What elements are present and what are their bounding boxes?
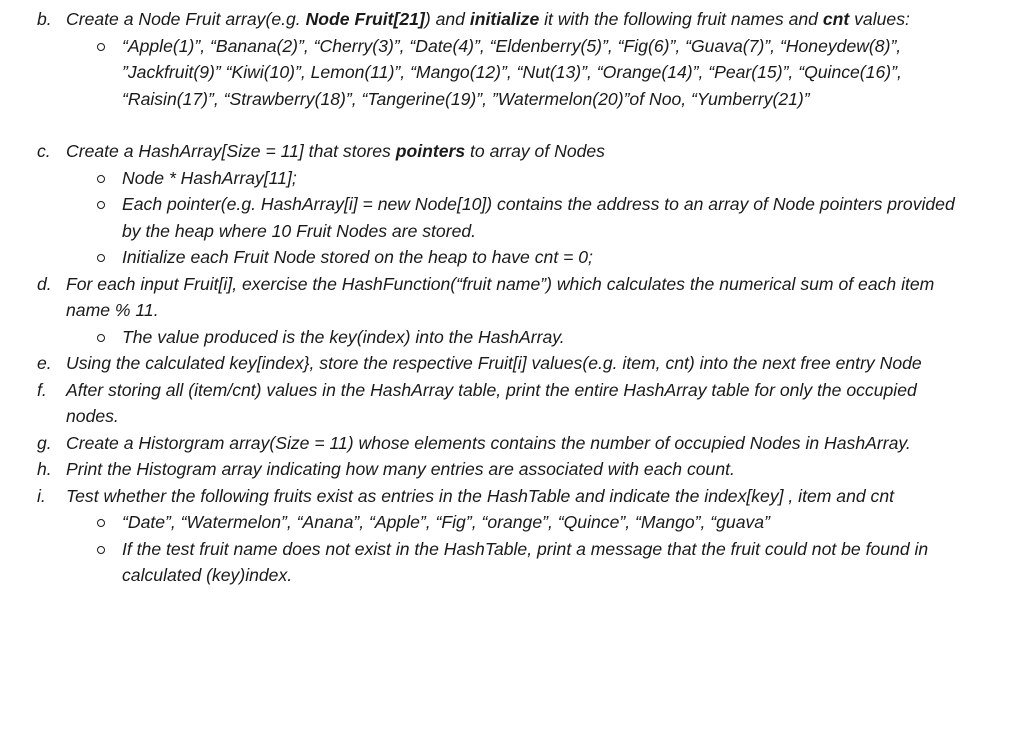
sub-list-b	[0, 33, 1024, 113]
item-g-text: Create a Historgram array(Size = 11) whose elements contains the number of occupied Nodes in HashArray.	[66, 432, 911, 453]
item-c-text-1: Create a HashArray[Size = 11] that stores	[66, 141, 396, 161]
item-b-text-3: it with the following fruit names and	[539, 9, 823, 29]
list-item-b	[0, 6, 1024, 33]
item-letter-h: h.	[37, 459, 52, 479]
item-b-bold-2: initialize	[469, 9, 540, 29]
sub-item-d-1	[0, 324, 1024, 351]
bullet-icon	[97, 546, 105, 554]
sub-item-i-1	[0, 509, 1024, 536]
bullet-icon	[97, 201, 105, 209]
sub-item-c-1-text: Node * HashArray[11];	[122, 167, 297, 188]
sub-item-c-3	[0, 244, 1024, 271]
item-b-bold-1: Node Fruit[21]	[305, 9, 425, 29]
sub-item-i-2	[0, 536, 1024, 589]
item-letter-g: g.	[37, 432, 52, 453]
bullet-icon	[97, 175, 105, 183]
list-item-f	[0, 377, 1024, 430]
item-c-text-2: to array of Nodes	[465, 141, 605, 161]
sub-item-c-3-text: Initialize each Fruit Node stored on the heap to have cnt = 0;	[122, 247, 593, 267]
sub-list-i	[0, 509, 1024, 589]
sub-item-i-2-text: If the test fruit name does not exist in the HashTable, print a message that the fruit could not be found in calculated (key)index.	[122, 538, 929, 585]
sub-item-i-1-text: “Date”, “Watermelon”, “Anana”, “Apple”, “Fig”, “orange”, “Quince”, “Mango”, “guava”	[122, 512, 770, 532]
spacer	[0, 112, 1024, 138]
item-letter-i: i.	[37, 485, 46, 506]
item-e-text: Using the calculated key[index}, store the respective Fruit[i] values(e.g. item, cnt) into the next free entry Node	[66, 353, 922, 373]
bullet-icon	[97, 43, 105, 51]
item-letter-d: d.	[37, 273, 52, 294]
sub-item-c-2-text: Each pointer(e.g. HashArray[i] = new Node[10]) contains the address to an array of Node pointers provided by the heap where 10 Fruit Nodes are stored.	[122, 194, 955, 241]
item-c-bold-1: pointers	[395, 141, 466, 161]
sub-item-c-1	[0, 165, 1024, 192]
item-f-text: After storing all (item/cnt) values in the HashArray table, print the entire HashArray table for only the occupied nodes.	[66, 379, 917, 426]
item-d-text: For each input Fruit[i], exercise the HashFunction(“fruit name”) which calculates the numerical sum of each item name % 11.	[66, 273, 935, 320]
item-b-text-1: Create a Node Fruit array(e.g.	[66, 9, 306, 29]
sub-list-c	[0, 165, 1024, 271]
sub-item-b-1	[0, 33, 1024, 113]
list-item-c	[0, 138, 1024, 165]
item-letter-b: b.	[37, 9, 52, 29]
sub-item-c-2	[0, 191, 1024, 244]
bullet-icon	[97, 334, 105, 342]
fruit-list-text: “Apple(1)”, “Banana(2)”, “Cherry(3)”, “Date(4)”, “Eldenberry(5)”, “Fig(6)”, “Guava(7)”, “Honeydew(8)”, ”Jackfruit(9)” “Kiwi(10)”, Lemon(11)”, “Mango(12)”, “Nut(13)”, “Orange(14)”, “Pear(15)”, “Quince(16)”, “Raisin(17)”, “Strawberry(18)”, “Tangerine(19)”, ”Watermelon(20)”of Noo, “Yumberry(21)”	[122, 35, 902, 109]
item-h-text: Print the Histogram array indicating how many entries are associated with each count.	[66, 459, 735, 479]
list-item-e	[0, 350, 1024, 377]
item-b-text-4: values:	[849, 9, 910, 29]
item-b-bold-3: cnt	[822, 9, 850, 29]
sub-item-d-1-text: The value produced is the key(index) into the HashArray.	[122, 326, 565, 347]
list-item-i	[0, 483, 1024, 510]
item-letter-e: e.	[37, 353, 52, 373]
sub-list-d	[0, 324, 1024, 351]
list-item-d	[0, 271, 1024, 324]
item-letter-c: c.	[37, 141, 51, 161]
list-item-g	[0, 430, 1024, 457]
item-letter-f: f.	[37, 379, 47, 400]
bullet-icon	[97, 254, 105, 262]
item-i-text: Test whether the following fruits exist as entries in the HashTable and indicate the index[key] , item and cnt	[66, 485, 895, 506]
item-b-text-2: ) and	[424, 9, 470, 29]
bullet-icon	[97, 519, 105, 527]
list-item-h	[0, 456, 1024, 483]
